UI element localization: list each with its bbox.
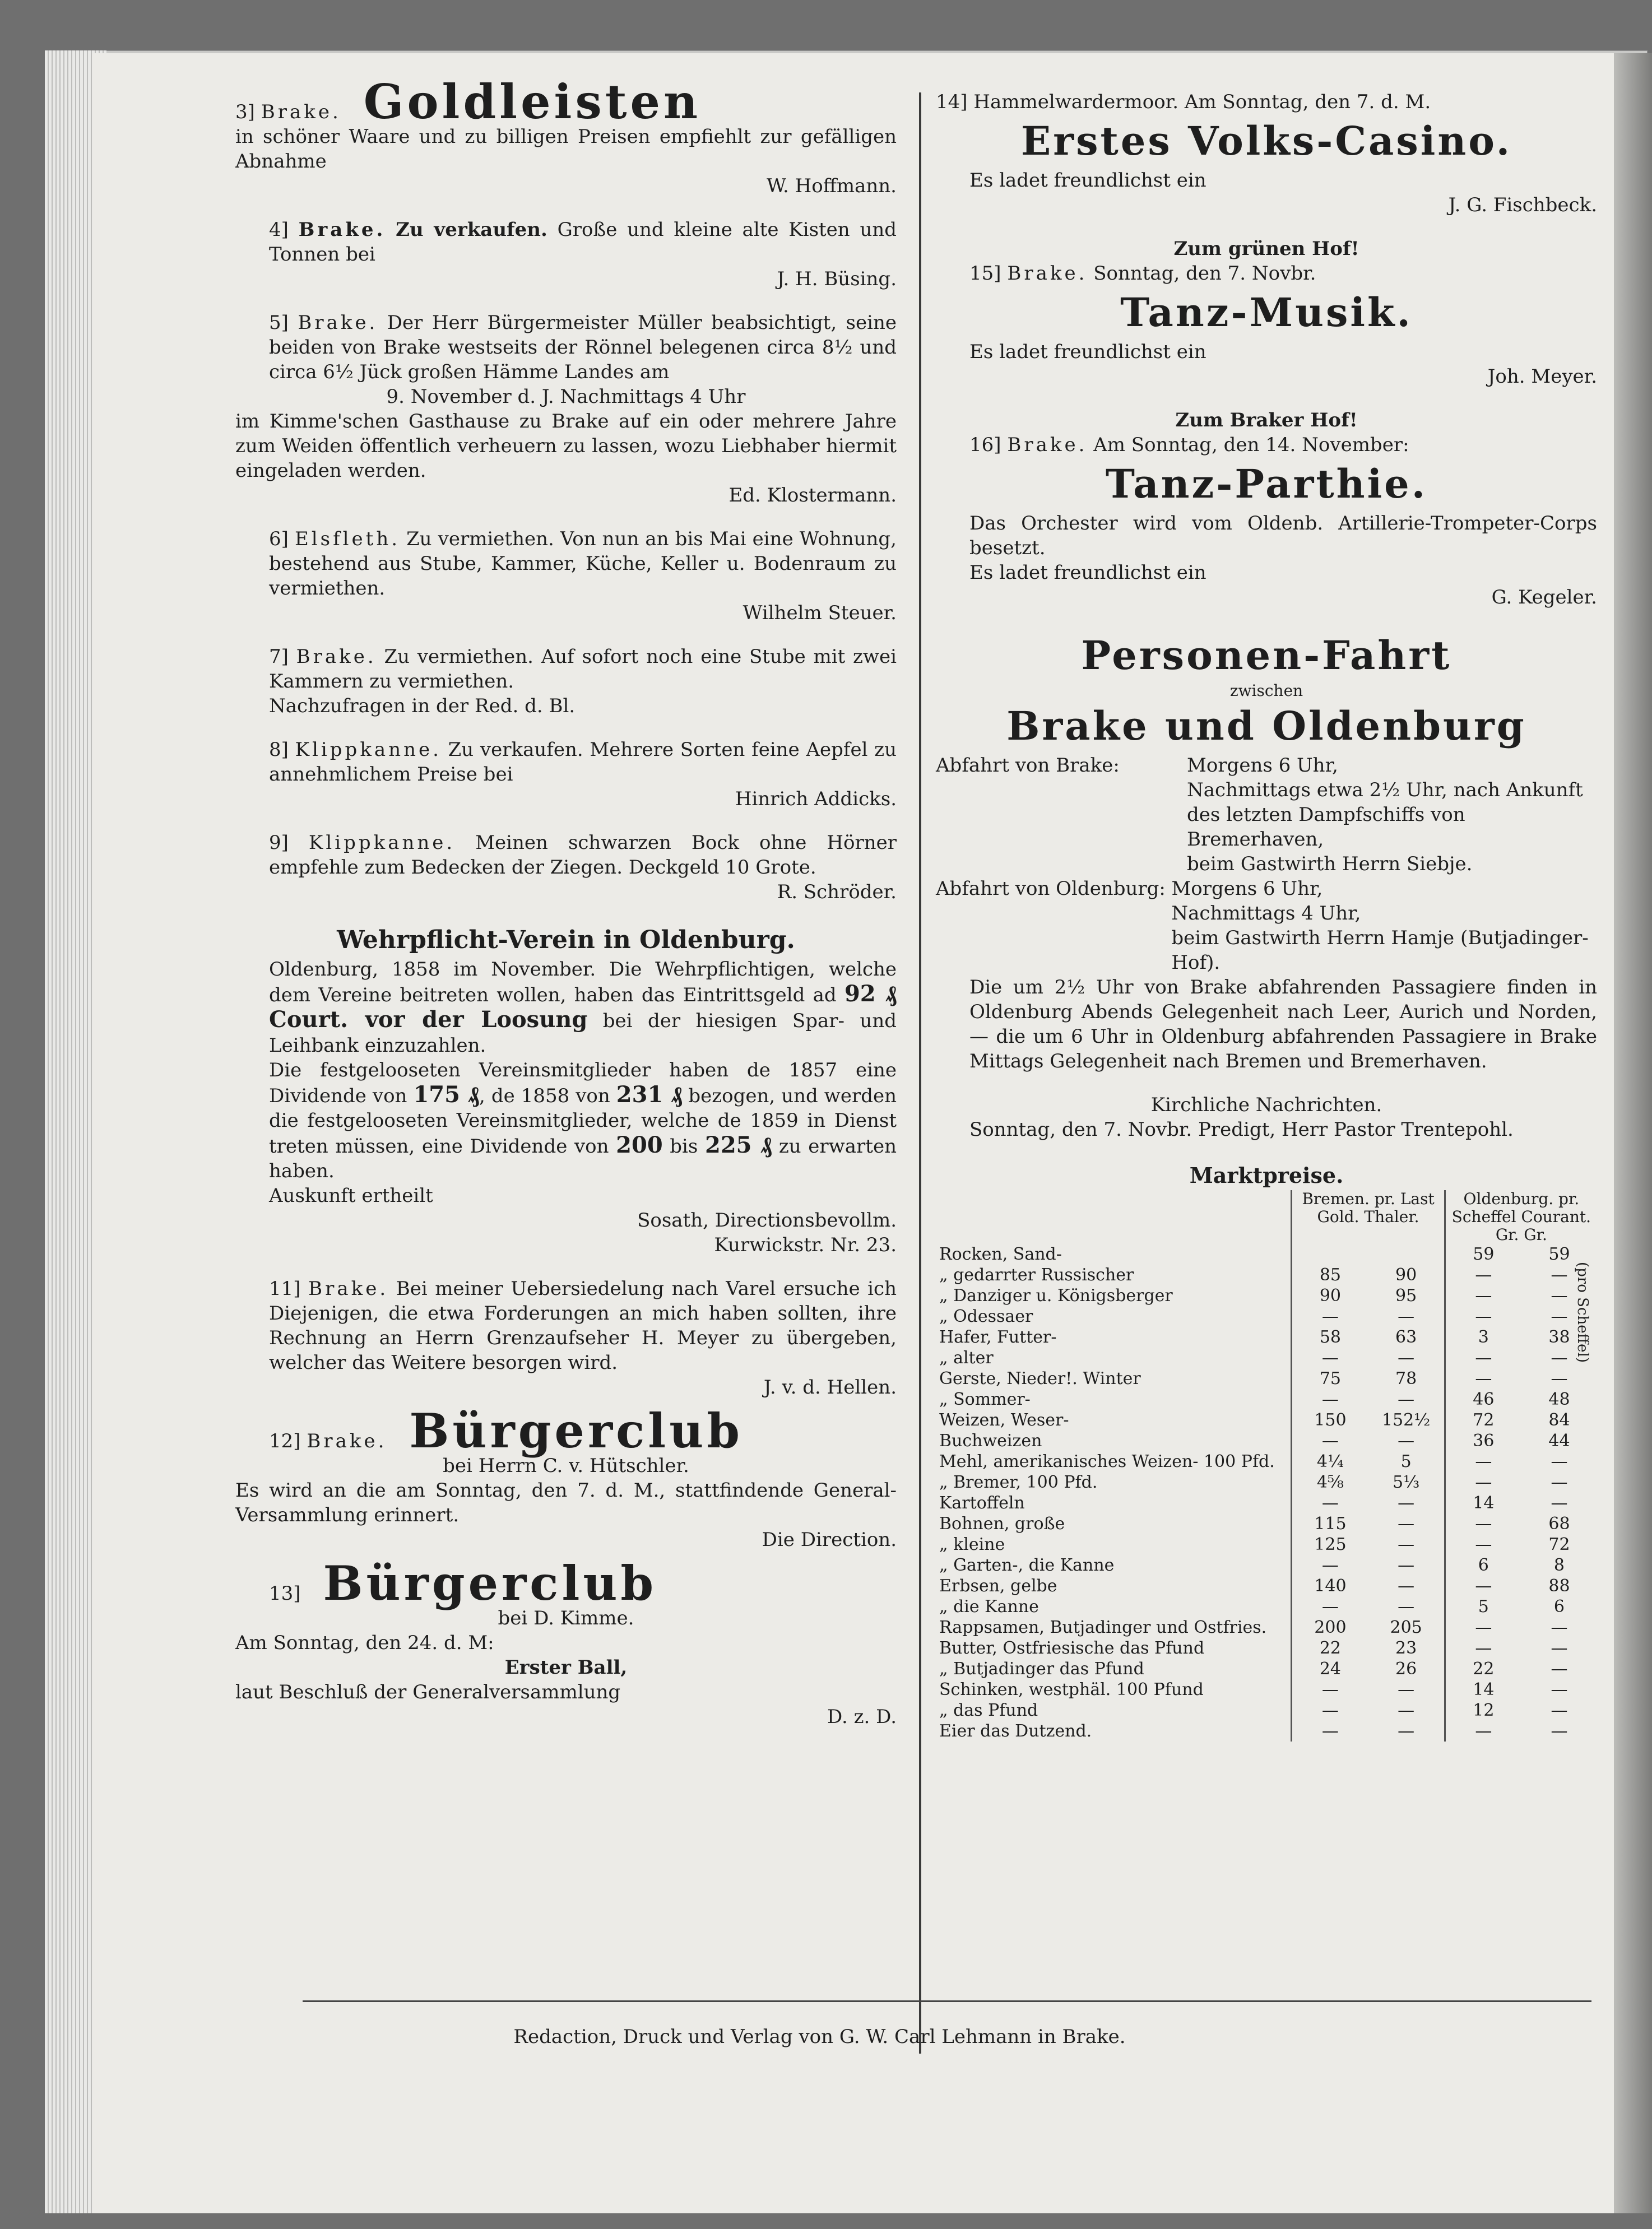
commodity-name: Weizen, Weser- bbox=[939, 1410, 1069, 1430]
footer-rule bbox=[303, 2000, 1591, 2002]
departure-label: Abfahrt von Oldenburg: bbox=[936, 877, 1166, 900]
table-row bbox=[936, 1327, 1597, 1348]
price-cell: 95 bbox=[1395, 1286, 1417, 1306]
price-cell: 36 bbox=[1445, 1431, 1521, 1451]
header-bremen: Bremen. pr. Last Gold. Thaler. bbox=[1292, 1190, 1445, 1244]
price-cell: 4¼ bbox=[1292, 1451, 1368, 1472]
ad-text: , de 1858 von bbox=[479, 1085, 610, 1107]
price-cell: 150 bbox=[1292, 1410, 1368, 1431]
price-cell: 5 bbox=[1445, 1596, 1521, 1617]
column-divider bbox=[919, 92, 921, 2054]
ad-signature-address: Kurwickstr. Nr. 23. bbox=[714, 1234, 897, 1256]
price-cell: — bbox=[1292, 1679, 1368, 1700]
ad-signature: Hinrich Addicks. bbox=[735, 788, 897, 810]
price-cell: — bbox=[1398, 1348, 1415, 1368]
ad-text: Die festgelooseten Vereinsmitglieder haben de 1857 eine Dividende von bbox=[269, 1059, 897, 1107]
ad-15 bbox=[936, 236, 1597, 389]
ad-amount: 92 ₰ Court. vor der Loosung bbox=[269, 981, 897, 1033]
departure-place: beim Gastwirth Herrn Hamje (Butjadinger-Hof). bbox=[1171, 927, 1589, 974]
ad-body: Meinen schwarzen Bock ohne Hörner empfehle zum Bedecken der Ziegen. Deckgeld 10 Grote. bbox=[269, 832, 897, 879]
price-cell: 84 bbox=[1548, 1410, 1570, 1430]
ad-number: 9] bbox=[269, 832, 289, 854]
price-cell: 152½ bbox=[1381, 1410, 1431, 1430]
price-cell: 75 bbox=[1292, 1368, 1368, 1389]
price-cell: — bbox=[1551, 1680, 1568, 1699]
ad-text: bezogen, und werden die festgelooseten Vereinsmitglieder, welche de 1859 in Dienst treten müssen, eine Dividende von bbox=[269, 1085, 897, 1158]
commodity-name: „ Butjadinger das Pfund bbox=[939, 1659, 1144, 1679]
ad-8 bbox=[235, 737, 897, 811]
commodity-name: Kartoffeln bbox=[939, 1493, 1025, 1513]
price-cell: 115 bbox=[1292, 1513, 1368, 1534]
ad-place: Brake. bbox=[298, 312, 378, 334]
price-cell: — bbox=[1292, 1306, 1368, 1327]
ad-body: Die um 2½ Uhr von Brake abfahrenden Passagiere finden in Oldenburg Abends Gelegenheit nach Leer, Aurich und Norden, — die um 6 Uhr in Oldenburg abfahrenden Passagiere in Brake Mittags Gelegenheit nach Bremen und Bremerhaven. bbox=[969, 976, 1597, 1072]
ad-11 bbox=[235, 1276, 897, 1400]
table-row bbox=[936, 1534, 1597, 1555]
ad-body: Zu vermiethen. Von nun an bis Mai eine Wohnung, bestehend aus Stube, Kammer, Küche, Keller u. Bodenraum zu vermiethen. bbox=[269, 528, 897, 600]
departure-time: Morgens 6 Uhr, bbox=[1187, 754, 1338, 777]
price-cell: — bbox=[1445, 1451, 1521, 1472]
ad-number: 5] bbox=[269, 312, 289, 334]
price-cell: — bbox=[1445, 1534, 1521, 1555]
price-cell: — bbox=[1398, 1390, 1415, 1409]
table-row bbox=[936, 1555, 1597, 1576]
ad-headline: Bürgerclub bbox=[409, 1403, 744, 1459]
ad-text: Oldenburg, 1858 im November. Die Wehrpflichtigen, welche dem Vereine beitreten wollen, haben das Eintrittsgeld ad bbox=[269, 958, 897, 1006]
ad-lead: Zu verkaufen. bbox=[396, 219, 547, 241]
price-cell: — bbox=[1445, 1638, 1521, 1659]
table-row bbox=[936, 1389, 1597, 1410]
commodity-name: „ Sommer- bbox=[939, 1390, 1031, 1409]
table-row bbox=[936, 1451, 1597, 1472]
price-cell: — bbox=[1445, 1368, 1521, 1389]
price-cell: — bbox=[1292, 1431, 1368, 1451]
header-oldenburg: Oldenburg. pr. Scheffel Courant. Gr. Gr. bbox=[1445, 1190, 1597, 1244]
section-heading: Kirchliche Nachrichten. bbox=[1150, 1094, 1382, 1116]
ad-personen-fahrt bbox=[936, 629, 1597, 1074]
ad-body: Der Herr Bürgermeister Müller beabsichtigt, seine beiden von Brake westseits der Rönnel belegenen circa 8½ und circa 6½ Jück großen Hämme Landes am bbox=[269, 312, 897, 383]
ad-headline: Tanz-Parthie. bbox=[1105, 461, 1428, 507]
commodity-name: Eier das Dutzend. bbox=[939, 1721, 1092, 1741]
departure-time: Nachmittags 4 Uhr, bbox=[1171, 902, 1361, 925]
ad-amount: 225 ₰ bbox=[705, 1132, 772, 1158]
commodity-name: „ kleine bbox=[939, 1535, 1005, 1554]
ad-signature: Die Direction. bbox=[762, 1529, 897, 1551]
table-row bbox=[936, 1472, 1597, 1493]
ad-place: Brake. bbox=[1007, 434, 1088, 456]
ad-heading: Zum grünen Hof! bbox=[1173, 238, 1359, 260]
table-row bbox=[936, 1700, 1597, 1721]
market-table-header bbox=[936, 1190, 1597, 1244]
table-row bbox=[936, 1638, 1597, 1659]
price-cell: 6 bbox=[1445, 1555, 1521, 1576]
price-cell: 90 bbox=[1292, 1285, 1368, 1306]
commodity-name: „ Bremer, 100 Pfd. bbox=[939, 1473, 1098, 1492]
price-cell: 22 bbox=[1445, 1659, 1521, 1679]
commodity-name: Mehl, amerikanisches Weizen- 100 Pfd. bbox=[939, 1452, 1275, 1471]
price-cell: 58 bbox=[1292, 1327, 1368, 1348]
table-row bbox=[936, 1513, 1597, 1534]
table-row bbox=[936, 1348, 1597, 1368]
ad-body: im Kimme'schen Gasthause zu Brake auf ein oder mehrere Jahre zum Weiden öffentlich verheuern zu lassen, wozu Liebhaber hiermit eingeladen werden. bbox=[235, 410, 897, 482]
ad-3 bbox=[235, 74, 897, 198]
price-cell: — bbox=[1551, 1286, 1568, 1306]
right-column bbox=[936, 90, 1597, 1742]
ad-headline: Personen-Fahrt bbox=[1081, 632, 1452, 679]
price-cell: — bbox=[1292, 1389, 1368, 1410]
price-cell: — bbox=[1551, 1701, 1568, 1720]
price-cell: 59 bbox=[1548, 1244, 1570, 1264]
ad-signature: Joh. Meyer. bbox=[1487, 365, 1597, 388]
price-cell: — bbox=[1398, 1721, 1415, 1741]
price-cell: — bbox=[1551, 1452, 1568, 1471]
price-cell: — bbox=[1551, 1265, 1568, 1285]
price-cell: — bbox=[1398, 1576, 1415, 1596]
ad-number: 4] bbox=[269, 219, 289, 241]
commodity-name: „ Garten-, die Kanne bbox=[939, 1555, 1115, 1575]
price-cell: — bbox=[1551, 1369, 1568, 1389]
ad-headline: Erstes Volks-Casino. bbox=[1020, 118, 1512, 164]
price-cell: — bbox=[1292, 1596, 1368, 1617]
price-cell: — bbox=[1292, 1700, 1368, 1721]
ad-date: 9. November d. J. Nachmittags 4 Uhr bbox=[386, 386, 746, 408]
table-row bbox=[936, 1285, 1597, 1306]
ad-6 bbox=[235, 527, 897, 625]
table-row bbox=[936, 1244, 1597, 1265]
price-cell: 26 bbox=[1395, 1659, 1417, 1679]
ad-date: Am Sonntag, den 7. d. M. bbox=[1184, 91, 1431, 113]
ad-place: Brake. bbox=[296, 646, 377, 668]
ad-body: Zu verkaufen. Mehrere Sorten feine Aepfel zu annehmlichem Preise bei bbox=[269, 739, 897, 786]
ad-number: 6] bbox=[269, 528, 289, 550]
price-cell: — bbox=[1398, 1680, 1415, 1699]
price-cell: 12 bbox=[1445, 1700, 1521, 1721]
commodity-name: „ Danziger u. Königsberger bbox=[939, 1286, 1173, 1306]
ad-text: bei der hiesigen Spar- und Leihbank einzuzahlen. bbox=[269, 1010, 897, 1057]
ad-place: Klippkanne. bbox=[308, 832, 456, 854]
ad-number: 7] bbox=[269, 646, 289, 668]
ad-number: 8] bbox=[269, 739, 289, 761]
ad-signature: Ed. Klostermann. bbox=[728, 484, 897, 507]
price-cell: — bbox=[1445, 1513, 1521, 1534]
ad-number: 14] bbox=[936, 91, 968, 113]
ad-signature: Sosath, Directionsbevollm. bbox=[637, 1209, 897, 1232]
departure-place: beim Gastwirth Herrn Siebje. bbox=[1187, 853, 1473, 875]
price-cell: 72 bbox=[1548, 1535, 1570, 1554]
ad-subheading: bei D. Kimme. bbox=[498, 1607, 634, 1629]
price-cell: — bbox=[1398, 1555, 1415, 1575]
table-row bbox=[936, 1306, 1597, 1327]
ad-note: laut Beschluß der Generalversammlung bbox=[235, 1681, 621, 1703]
commodity-name: „ alter bbox=[939, 1348, 994, 1368]
ad-signature: Wilhelm Steuer. bbox=[743, 602, 897, 624]
table-row bbox=[936, 1493, 1597, 1513]
commodity-name: „ die Kanne bbox=[939, 1597, 1039, 1617]
table-row bbox=[936, 1431, 1597, 1451]
market-prices bbox=[936, 1161, 1597, 1742]
ad-9 bbox=[235, 830, 897, 904]
price-cell: — bbox=[1551, 1493, 1568, 1513]
ad-signature: J. v. d. Hellen. bbox=[763, 1376, 897, 1399]
price-cell: — bbox=[1551, 1348, 1568, 1368]
price-cell bbox=[1368, 1244, 1445, 1265]
table-row bbox=[936, 1368, 1597, 1389]
table-row bbox=[936, 1265, 1597, 1285]
ad-wehrpflicht-verein bbox=[235, 923, 897, 1257]
price-cell: — bbox=[1445, 1617, 1521, 1638]
ad-signature: G. Kegeler. bbox=[1491, 586, 1597, 609]
ad-number: 11] bbox=[269, 1278, 301, 1300]
table-row bbox=[936, 1617, 1597, 1638]
table-row bbox=[936, 1596, 1597, 1617]
header-spacer bbox=[936, 1190, 1292, 1244]
commodity-name: Butter, Ostfriesische das Pfund bbox=[939, 1638, 1205, 1658]
price-cell: — bbox=[1445, 1721, 1521, 1742]
departure-label: Abfahrt von Brake: bbox=[936, 754, 1120, 777]
table-row bbox=[936, 1721, 1597, 1742]
ad-body: Es wird an die am Sonntag, den 7. d. M., stattfindende General-Versammlung erinnert. bbox=[235, 1479, 897, 1526]
price-cell: — bbox=[1551, 1721, 1568, 1741]
ad-signature: W. Hoffmann. bbox=[766, 175, 897, 197]
market-table bbox=[936, 1190, 1597, 1742]
ad-invite: Es ladet freundlichst ein bbox=[969, 341, 1206, 363]
price-cell: — bbox=[1398, 1535, 1415, 1554]
market-title: Marktpreise. bbox=[1189, 1163, 1344, 1188]
ad-route: Brake und Oldenburg bbox=[1006, 703, 1526, 749]
ad-place: Brake. bbox=[298, 219, 386, 241]
ad-body: Bei meiner Uebersiedelung nach Varel ersuche ich Diejenigen, die etwa Forderungen an mich haben sollten, ihre Rechnung an Herrn Grenzaufseher H. Meyer zu übergeben, welcher das Weitere besorgen wird. bbox=[269, 1278, 897, 1374]
commodity-name: Hafer, Futter- bbox=[939, 1327, 1057, 1347]
ad-4 bbox=[235, 217, 897, 291]
price-cell: 6 bbox=[1553, 1597, 1565, 1617]
departure-time: Nachmittags etwa 2½ Uhr, nach Ankunft bbox=[1187, 779, 1583, 801]
ad-amount: 175 ₰ bbox=[413, 1081, 480, 1108]
table-row bbox=[936, 1410, 1597, 1431]
price-cell: — bbox=[1445, 1265, 1521, 1285]
ad-event: Erster Ball, bbox=[504, 1656, 628, 1679]
price-cell: — bbox=[1292, 1493, 1368, 1513]
ad-note: Nachzufragen in der Red. d. Bl. bbox=[269, 695, 576, 717]
price-cell: 59 bbox=[1445, 1244, 1521, 1265]
ad-place: Brake. bbox=[308, 1278, 389, 1300]
commodity-name: Buchweizen bbox=[939, 1431, 1042, 1451]
ad-12 bbox=[235, 1403, 897, 1552]
ad-text: Auskunft ertheilt bbox=[269, 1185, 433, 1207]
price-cell: 200 bbox=[1292, 1617, 1368, 1638]
price-cell: 24 bbox=[1292, 1659, 1368, 1679]
table-row bbox=[936, 1659, 1597, 1679]
ad-13 bbox=[235, 1555, 897, 1729]
ad-amount: 231 ₰ bbox=[616, 1081, 683, 1108]
ad-date: Am Sonntag, den 24. d. M: bbox=[235, 1632, 494, 1654]
ad-date: Sonntag, den 7. Novbr. bbox=[1093, 262, 1316, 285]
price-cell: 78 bbox=[1395, 1369, 1417, 1389]
price-cell: — bbox=[1551, 1618, 1568, 1637]
ad-5 bbox=[235, 310, 897, 508]
price-cell: — bbox=[1445, 1576, 1521, 1596]
ad-date: Am Sonntag, den 14. November: bbox=[1093, 434, 1409, 456]
price-cell: 140 bbox=[1292, 1576, 1368, 1596]
price-cell: — bbox=[1445, 1285, 1521, 1306]
price-cell: — bbox=[1398, 1514, 1415, 1534]
market-side-note: (pro Scheffel) bbox=[1574, 1262, 1591, 1363]
price-cell: 23 bbox=[1395, 1638, 1417, 1658]
imprint bbox=[0, 2026, 1547, 2048]
price-cell: 14 bbox=[1445, 1493, 1521, 1513]
ad-place: Brake. bbox=[1007, 262, 1088, 285]
price-cell: 48 bbox=[1548, 1390, 1570, 1409]
price-cell: — bbox=[1551, 1638, 1568, 1658]
ad-number: 12] bbox=[269, 1430, 301, 1452]
departure-time: Morgens 6 Uhr, bbox=[1171, 877, 1323, 900]
ad-headline: Tanz-Musik. bbox=[1120, 289, 1413, 336]
price-cell: — bbox=[1398, 1431, 1415, 1451]
ad-number: 13] bbox=[269, 1582, 301, 1605]
ad-16 bbox=[936, 408, 1597, 610]
departure-oldenburg bbox=[936, 876, 1597, 975]
ad-signature: J. G. Fischbeck. bbox=[1448, 194, 1597, 216]
price-cell: 85 bbox=[1292, 1265, 1368, 1285]
price-cell bbox=[1292, 1244, 1368, 1265]
ad-body: Das Orchester wird vom Oldenb. Artillerie-Trompeter-Corps besetzt. bbox=[969, 512, 1597, 559]
commodity-name: Gerste, Nieder!. Winter bbox=[939, 1369, 1141, 1389]
price-cell: 5 bbox=[1400, 1452, 1412, 1471]
left-column bbox=[235, 74, 897, 1748]
ad-number: 3] bbox=[235, 101, 255, 123]
book-spine bbox=[1614, 53, 1652, 2213]
departure-brake bbox=[936, 753, 1597, 876]
ad-place: Brake. bbox=[261, 101, 341, 123]
price-cell: 205 bbox=[1390, 1618, 1422, 1637]
ad-headline: Bürgerclub bbox=[323, 1555, 657, 1611]
table-row bbox=[936, 1679, 1597, 1700]
ad-headline: Goldleisten bbox=[363, 74, 702, 129]
price-cell: — bbox=[1398, 1701, 1415, 1720]
ad-7 bbox=[235, 644, 897, 718]
ad-signature: R. Schröder. bbox=[777, 881, 897, 903]
price-cell: — bbox=[1445, 1348, 1521, 1368]
price-cell: — bbox=[1398, 1493, 1415, 1513]
church-news bbox=[936, 1093, 1597, 1142]
price-cell: — bbox=[1398, 1307, 1415, 1326]
commodity-name: Schinken, westphäl. 100 Pfund bbox=[939, 1680, 1204, 1699]
ad-body: Große und kleine alte Kisten und Tonnen bei bbox=[269, 219, 897, 266]
ad-invite: Es ladet freundlichst ein bbox=[969, 561, 1206, 584]
price-cell: — bbox=[1445, 1472, 1521, 1493]
price-cell: 90 bbox=[1395, 1265, 1417, 1285]
ad-signature: D. z. D. bbox=[827, 1706, 897, 1728]
ad-heading: Zum Braker Hof! bbox=[1175, 409, 1358, 431]
ad-heading: Wehrpflicht-Verein in Oldenburg. bbox=[337, 926, 795, 954]
commodity-name: Rocken, Sand- bbox=[939, 1244, 1062, 1264]
price-cell: 22 bbox=[1292, 1638, 1368, 1659]
table-row bbox=[936, 1576, 1597, 1596]
commodity-name: „ gedarrter Russischer bbox=[939, 1265, 1134, 1285]
ad-body: in schöner Waare und zu billigen Preisen empfiehlt zur gefälligen Abnahme bbox=[235, 126, 897, 173]
price-cell: — bbox=[1445, 1306, 1521, 1327]
commodity-name: Rappsamen, Butjadinger und Ostfries. bbox=[939, 1618, 1267, 1637]
price-cell: 4⅝ bbox=[1292, 1472, 1368, 1493]
section-body: Sonntag, den 7. Novbr. Predigt, Herr Pastor Trentepohl. bbox=[969, 1118, 1514, 1141]
price-cell: — bbox=[1292, 1721, 1368, 1742]
price-cell: 38 bbox=[1548, 1327, 1570, 1347]
ad-connector: zwischen bbox=[1229, 681, 1303, 700]
commodity-name: „ das Pfund bbox=[939, 1701, 1038, 1720]
imprint-text: Redaction, Druck und Verlag von G. W. Carl Lehmann in Brake. bbox=[513, 2026, 1126, 2048]
departure-note: des letzten Dampfschiffs von Bremerhaven, bbox=[1187, 804, 1465, 851]
ad-14 bbox=[936, 90, 1597, 217]
ad-number: 15] bbox=[969, 262, 1001, 285]
price-cell: 3 bbox=[1445, 1327, 1521, 1348]
ad-place: Hammelwardermoor. bbox=[973, 91, 1179, 113]
price-cell: 72 bbox=[1445, 1410, 1521, 1431]
ad-signature: J. H. Büsing. bbox=[777, 268, 897, 290]
ad-invite: Es ladet freundlichst ein bbox=[969, 169, 1206, 192]
commodity-name: „ Odessaer bbox=[939, 1307, 1033, 1326]
ad-place: Elsfleth. bbox=[294, 528, 401, 550]
price-cell: 68 bbox=[1548, 1514, 1570, 1534]
price-cell: — bbox=[1551, 1659, 1568, 1679]
price-cell: 14 bbox=[1445, 1679, 1521, 1700]
ad-text: zu erwarten haben. bbox=[269, 1135, 897, 1182]
price-cell: — bbox=[1551, 1307, 1568, 1326]
price-cell: 46 bbox=[1445, 1389, 1521, 1410]
price-cell: 8 bbox=[1553, 1555, 1565, 1575]
ad-number: 16] bbox=[969, 434, 1001, 456]
price-cell: 88 bbox=[1548, 1576, 1570, 1596]
ad-place: Klippkanne. bbox=[295, 739, 442, 761]
ad-subheading: bei Herrn C. v. Hütschler. bbox=[443, 1455, 689, 1477]
ad-body: Zu vermiethen. Auf sofort noch eine Stube mit zwei Kammern zu vermiethen. bbox=[269, 646, 897, 693]
price-cell: — bbox=[1398, 1597, 1415, 1617]
ad-amount: 200 bbox=[616, 1132, 663, 1158]
price-cell: — bbox=[1292, 1348, 1368, 1368]
price-cell: — bbox=[1292, 1555, 1368, 1576]
price-cell: 125 bbox=[1292, 1534, 1368, 1555]
price-cell: — bbox=[1551, 1473, 1568, 1492]
price-cell: 5⅓ bbox=[1393, 1473, 1420, 1492]
price-cell: 63 bbox=[1395, 1327, 1417, 1347]
ad-text: bis bbox=[670, 1135, 698, 1158]
price-cell: 44 bbox=[1548, 1431, 1570, 1451]
commodity-name: Erbsen, gelbe bbox=[939, 1576, 1057, 1596]
ad-place: Brake. bbox=[307, 1430, 387, 1452]
commodity-name: Bohnen, große bbox=[939, 1514, 1065, 1534]
